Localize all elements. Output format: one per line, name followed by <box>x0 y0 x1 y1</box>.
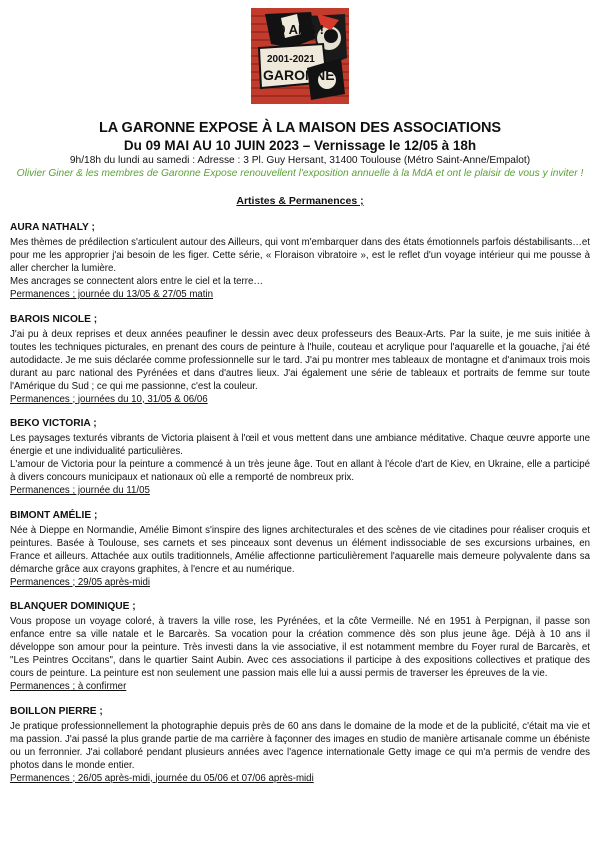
artist-list <box>10 221 590 796</box>
opening-hours-address: 9h/18h du lundi au samedi : Adresse : 3 Pl. Guy Hersant, 31400 Toulouse (Métro Saint-Anne/Empalot) <box>69 155 531 166</box>
artist-name: BOILLON PIERRE ; <box>10 705 103 717</box>
permanence-dates: Permanences ; 26/05 après-midi, journée du 05/06 et 07/06 après-midi <box>10 772 314 784</box>
artist-description <box>10 236 590 288</box>
svg-text:20 ANS !: 20 ANS ! <box>271 22 324 37</box>
artist-entry <box>10 509 590 589</box>
description-paragraph: Vous propose un voyage coloré, à travers la ville rose, les Pyrénées, et la côte Vermeille. Né en 1951 à Perpignan, il passe son enfance entre sa ville natale et le Barcarès. Sa vocation pour la création commence dès son plus jeune âge. Déjà à 10 ans il développe son amour pour la peinture. Très investi dans la vie associative, il est notamment membre du Foyer rural de Barcarès, et "Les Peintres Occitans", dans le quartier Saint Aubin. Avec ces associations il participe à des expositions collectives et pratique des cours de peinture. La peinture est non seulement une passion mais elle lui a aussi permis de traverser les épreuves de la vie. <box>10 616 590 679</box>
description-paragraph: Mes thèmes de prédilection s'articulent autour des Ailleurs, qui vont m'embarquer dans des états émotionnels parfois déstabilisants…et pour me les approprier j'ai besoin de les figer. Cette série, « Floraison vibratoire », est le reflet d'un voyage intérieur qui me pousse à aller chercher la lumière. <box>10 237 590 274</box>
page-title: LA GARONNE EXPOSE À LA MAISON DES ASSOCIATIONS <box>99 120 501 136</box>
artist-entry <box>10 600 590 693</box>
permanence-dates: Permanences ; à confirmer <box>10 681 127 692</box>
artist-description <box>10 432 590 484</box>
artist-description <box>10 328 590 393</box>
event-dates: Du 09 MAI AU 10 JUIN 2023 – Vernissage le 12/05 à 18h <box>123 138 477 153</box>
invitation-text: Olivier Giner & les membres de Garonne Expose renouvellent l'exposition annuelle à la MdA et ont le plaisir de vous y inviter ! <box>16 168 584 179</box>
permanence-dates: Permanences ; journées du 10, 31/05 & 06/06 <box>10 393 208 405</box>
description-paragraph: Mes ancrages se connectent alors entre le ciel et la terre… <box>10 276 264 287</box>
permanence-dates: Permanences ; journée du 13/05 & 27/05 matin <box>10 289 214 300</box>
permanence-dates: Permanences ; journée du 11/05 <box>10 485 150 496</box>
svg-text:2001-2021: 2001-2021 <box>267 54 315 65</box>
artist-name: BLANQUER DOMINIQUE ; <box>10 601 136 612</box>
artist-description <box>10 524 590 576</box>
artist-name: BAROIS NICOLE ; <box>10 313 98 325</box>
artist-name: AURA NATHALY ; <box>10 222 95 233</box>
description-paragraph: Je pratique professionnellement la photographie depuis près de 60 ans dans le domaine de la mode et de la publicité, c'était ma vie et ma passion. J'ai passé la plus grande partie de ma carrière à façonner des images en studio de manière artisanale comme un ébéniste ou un ferronnier. J'ai collaboré pendant plusieurs années avec l'agence internationale Getty image ce qui m'a permis de vendre des photos dans le monde entier. <box>10 720 590 771</box>
artist-description <box>10 615 590 680</box>
artist-entry <box>10 313 590 406</box>
description-paragraph: Née à Dieppe en Normandie, Amélie Bimont s'inspire des lignes architecturales et des scènes de vie citadines pour réaliser croquis et peintures. Basée à Toulouse, ses carnets et ses pinceaux sont devenus un élément indissociable de ses excursions urbaines, en France et ailleurs. Attachée aux outils traditionnels, Amélie affectionne particulièrement l'aquarelle mais demeure polyvalente dans sa démarche grâce aux crayons graphites, à l'encre et au numérique. <box>10 524 590 575</box>
artist-name: BEKO VICTORIA ; <box>10 418 97 429</box>
artist-entry <box>10 705 590 785</box>
permanence-dates: Permanences ; 29/05 après-midi <box>10 576 151 588</box>
artist-name: BIMONT AMÉLIE ; <box>10 509 98 521</box>
artist-entry <box>10 221 590 301</box>
svg-text:GARONNE: GARONNE <box>263 67 335 83</box>
header <box>0 119 600 180</box>
artist-entry <box>10 417 590 497</box>
section-heading: Artistes & Permanences ; <box>236 195 364 207</box>
artist-description <box>10 720 590 772</box>
description-paragraph: Les paysages texturés vibrants de Victoria plaisent à l'œil et vous mettent dans une ambiance méditative. Chaque œuvre apporte une énergie et une individualité particulières. <box>10 433 590 457</box>
description-paragraph: L'amour de Victoria pour la peinture a commencé à un très jeune âge. Tout en allant à l'école d'art de Kiev, en Ukraine, elle a participé à divers concours municipaux et nationaux où elle a remporté de nombreux prix. <box>10 459 590 483</box>
description-paragraph: J'ai pu à deux reprises et deux années peaufiner le dessin avec deux professeurs des Beaux-Arts. Par la suite, je me suis initiée à toutes les techniques picturales, en prenant des cours de peinture à l'huile, couteau et acrylique pour l'aquarelle et la gouache, j'ai été autodidacte. Je me suis déclarée comme professionnelle sur le tard. J'ai pu montrer mes tableaux de montagne et d'animaux trois mois durant au parc national des Pyrénées et dans d'autres lieux. J'ai également une série de tableaux et portraits de femme sur toute l'Amérique du Sud ; ce qui me passionne, c'est la couleur. <box>10 328 590 392</box>
garonne-logo <box>251 8 349 104</box>
